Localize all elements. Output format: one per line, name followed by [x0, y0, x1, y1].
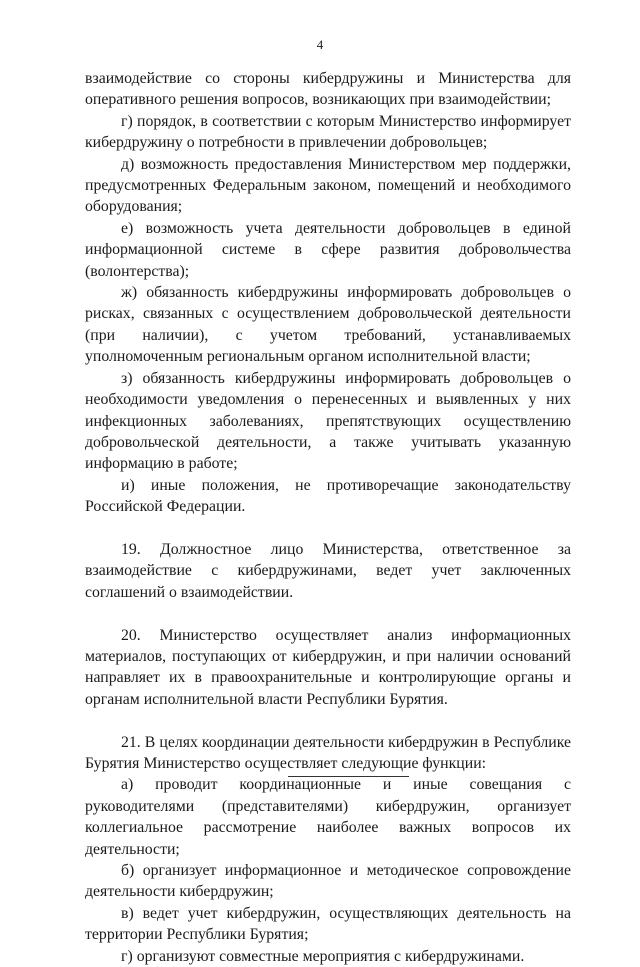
list-item-zh: ж) обязанность кибердружины информировать добровольцев о рисках, связанных с осуществлением добровольческой деятельности (при наличии), с учетом требований, устанавливаемых уполномоченным региональным органом исполнительной власти;: [85, 284, 571, 366]
list-item-e: е) возможность учета деятельности добровольцев в единой информационной системе в сфере развития добровольчества (волонтерства);: [85, 219, 571, 280]
clause-21: 21. В целях координации деятельности кибердружин в Республике Бурятия Министерство осуществляет следующие функции:: [85, 733, 571, 772]
page-number: 4: [316, 37, 324, 52]
document-body: [85, 68, 571, 967]
list-item-i: и) иные положения, не противоречащие законодательству Российской Федерации.: [85, 476, 571, 516]
function-item-b: б) организует информационное и методическое сопровождение деятельности кибердружин;: [85, 861, 571, 901]
clause-19: 19. Должностное лицо Министерства, ответственное за взаимодействие с кибердружинами, ведет учет заключенных соглашений о взаимодействии.: [85, 540, 571, 601]
function-item-a: а) проводит координационные и иные совещания с руководителями (представителями) кибердружин, организует коллегиальное рассмотрение наиболее важных вопросов их деятельности;: [85, 776, 571, 858]
list-item-d: д) возможность предоставления Министерством мер поддержки, предусмотренных Федеральным законом, помещений и необходимого оборудования;: [85, 155, 571, 216]
paragraph-continuation: взаимодействие со стороны кибердружины и Министерства для оперативного решения вопросов, возникающих при взаимодействии;: [85, 70, 571, 109]
function-item-v: в) ведет учет кибердружин, осуществляющих деятельность на территории Республики Бурятия;: [85, 904, 571, 944]
clause-20: 20. Министерство осуществляет анализ информационных материалов, поступающих от кибердружин, и при наличии оснований направляет их в правоохранительные и контролирующие органы и органам исполнительной власти Республики Бурятия.: [85, 626, 571, 708]
list-item-g: г) порядок, в соответствии с которым Министерство информирует кибердружину о потребности в привлечении добровольцев;: [85, 112, 571, 152]
function-item-g: г) организуют совместные мероприятия с кибердружинами.: [121, 947, 525, 965]
end-of-document-rule: [288, 776, 409, 777]
list-item-z: з) обязанность кибердружины информировать добровольцев о необходимости уведомления о перенесенных и выявленных у них инфекционных заболеваниях, препятствующих осуществлению добровольческой деятельности, а также учитывать указанную информацию в работе;: [85, 369, 571, 473]
